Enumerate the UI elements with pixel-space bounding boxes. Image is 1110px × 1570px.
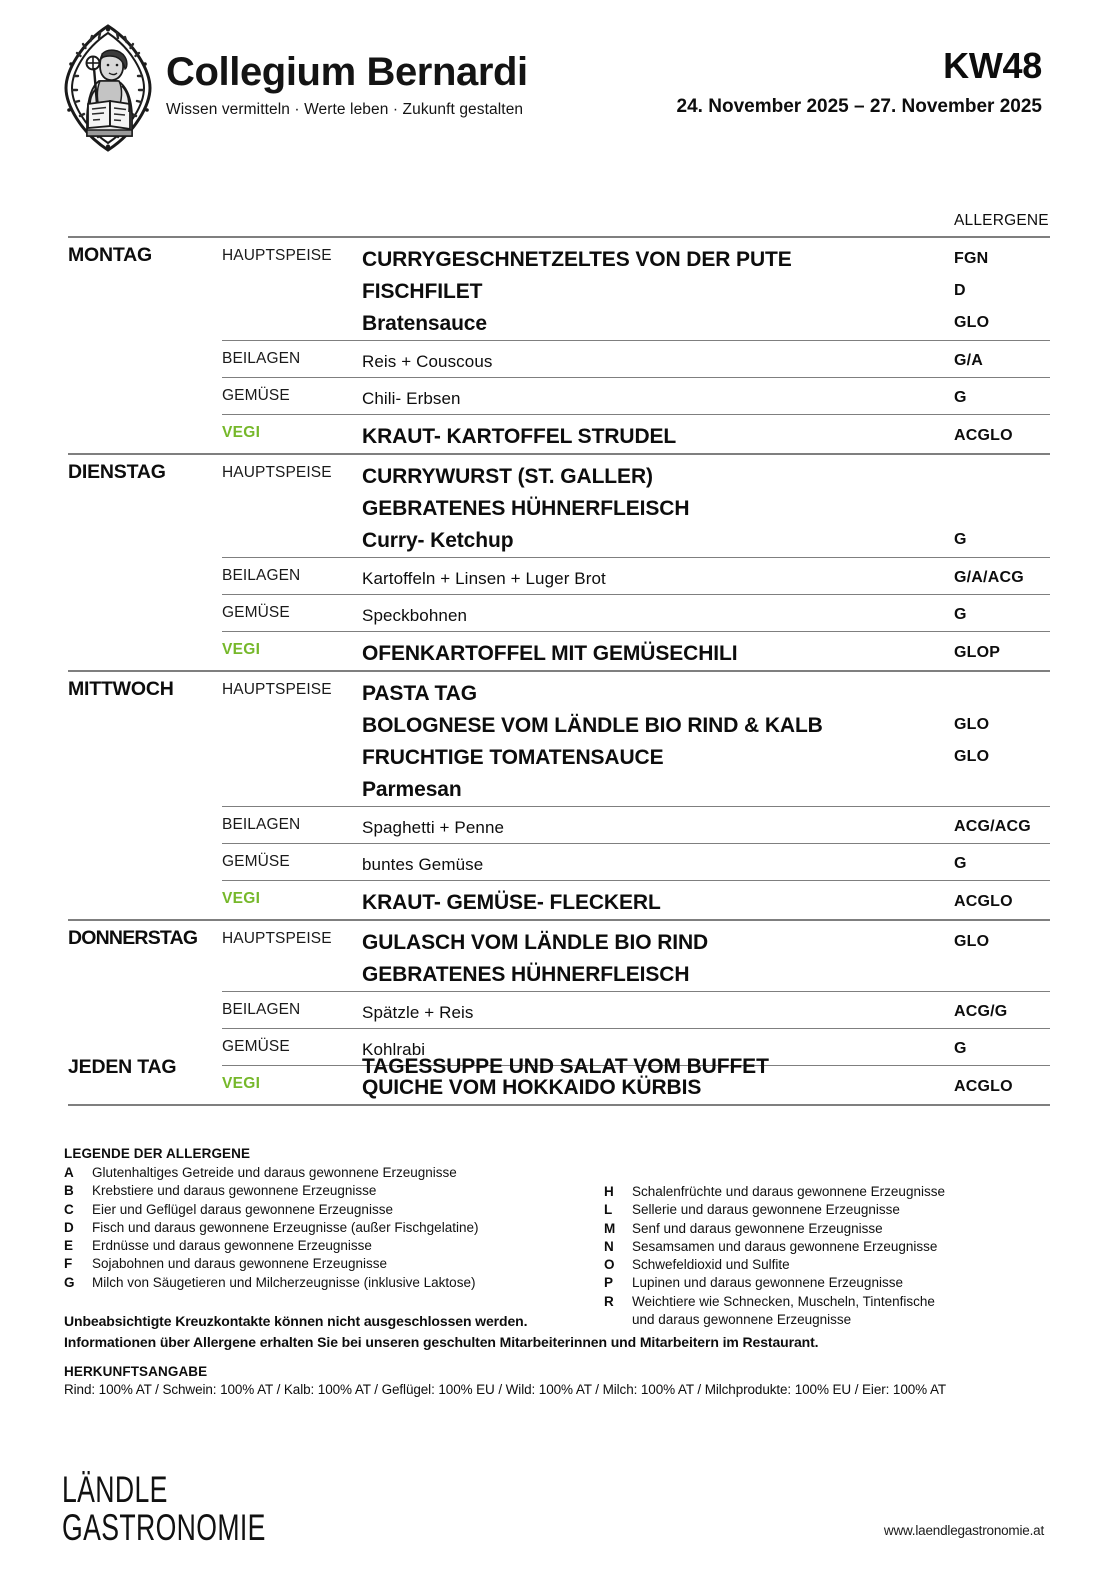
legend-key: L [604,1202,613,1218]
allergen-code: ACGLO [954,427,1013,444]
dish-name: Curry- Ketchup [362,529,514,552]
menu-row [222,594,1050,631]
legend-description [92,1237,372,1255]
allergen-code: ACGLO [954,1078,1013,1095]
legend-description [632,1256,790,1274]
category-label: BEILAGEN [222,816,301,833]
everyday-label: JEDEN TAG [68,1056,177,1078]
allergen-code [954,773,1050,805]
dish-list [362,558,954,594]
collegium-bernardi-seal-icon [62,24,154,152]
legend-description-text: Schwefeldioxid und Sulfite [632,1257,790,1273]
allergen-codes [954,595,1050,630]
legend-key: E [64,1238,74,1254]
vegi-label: VEGI [222,424,261,441]
dish-name: BOLOGNESE VOM LÄNDLE BIO RIND & KALB [362,714,823,737]
page-footer [0,1465,1110,1570]
allergen-code [954,492,1050,524]
allergene-header-label: ALLERGENE [954,212,1049,229]
dish-name: Chili- Erbsen [362,389,461,408]
allergen-code: GLO [954,716,990,733]
origin-text: Rind: 100% AT / Schwein: 100% AT / Kalb: 100% AT / Geflügel: 100% EU / Wild: 100% AT / Milch: 100% AT / Milchprodukte: 100% EU / Eier: 100% AT [64,1382,947,1397]
menu-row [222,991,1050,1028]
allergen-code [954,677,1050,709]
dish-name: Speckbohnen [362,606,468,625]
category-label: GEMÜSE [222,387,290,404]
dish-name: Kartoffeln + Linsen + Luger Brot [362,569,606,588]
legend-item [604,1238,1050,1256]
day-label: MONTAG [68,244,153,266]
allergen-code: GLO [954,933,990,950]
dish-list [362,844,954,880]
calendar-week-title: KW48 [943,45,1042,86]
dish-list [362,992,954,1028]
allergen-code: G [954,606,967,623]
category-label: HAUPTSPEISE [222,247,332,264]
dish-name: FISCHFILET [362,280,483,303]
allergen-code: ACGLO [954,893,1013,910]
allergen-code: G [954,531,967,548]
category-label: HAUPTSPEISE [222,464,332,481]
weekly-menu-table [68,210,1050,1106]
menu-row [222,377,1050,414]
dish-name: CURRYGESCHNETZELTES VON DER PUTE [362,248,792,271]
allergen-info-note: Informationen über Allergene erhalten Sie bei unseren geschulten Mitarbeiterinnen und Mitarbeitern im Restaurant. [64,1334,819,1350]
menu-row [68,238,1050,340]
legend-key: H [604,1184,614,1199]
allergen-legend-right-column [604,1164,1050,1329]
dish-name: Bratensauce [362,312,487,335]
dish-list [362,921,954,991]
legend-description-text: Sellerie und daraus gewonnene Erzeugnisse [632,1202,900,1218]
legend-item [64,1219,604,1237]
allergen-code: D [954,282,966,299]
allergen-codes [954,921,1050,990]
dish-list [362,672,954,806]
category-label: GEMÜSE [222,853,290,870]
legend-key: P [604,1275,614,1291]
category-label: BEILAGEN [222,1001,301,1018]
category-label: BEILAGEN [222,567,301,584]
legend-description [92,1255,387,1273]
legend-description [92,1201,393,1219]
legend-key: B [64,1183,74,1199]
allergen-codes [954,632,1050,669]
legend-item [604,1274,1050,1292]
vegi-label: VEGI [222,1075,261,1092]
page-header [0,0,1110,175]
legend-item [604,1220,1050,1238]
allergen-legend-left-column [64,1164,604,1329]
legend-description-text: Erdnüsse und daraus gewonnene Erzeugnisse [92,1238,372,1254]
vegi-label: VEGI [222,641,261,658]
dish-name: Parmesan [362,778,462,801]
menu-day-block [68,670,1050,919]
allergen-legend [64,1146,1050,1329]
allergen-codes [954,807,1050,842]
allergen-legend-title: LEGENDE DER ALLERGENE [64,1146,251,1161]
allergen-codes [954,238,1050,339]
menu-day-block [68,453,1050,670]
allergen-codes [954,378,1050,413]
menu-row [222,414,1050,453]
dish-name: buntes Gemüse [362,855,484,874]
allergen-codes [954,558,1050,593]
legend-key: N [604,1238,614,1254]
legend-item [64,1237,604,1255]
allergen-codes [954,881,1050,918]
legend-description [632,1201,900,1219]
allergen-codes [954,415,1050,452]
legend-key: O [604,1257,615,1273]
dish-list [362,238,954,340]
allergen-code: FGN [954,250,989,267]
legend-description-text: Sesamsamen und daraus gewonnene Erzeugnisse [632,1238,938,1254]
day-label: DONNERSTAG [68,927,198,949]
allergen-codes [954,672,1050,805]
legend-description [92,1164,457,1182]
allergen-code [954,460,1050,492]
dish-list [362,881,954,919]
menu-row [222,631,1050,670]
menu-day-block [68,236,1050,453]
allergen-code: ACG/G [954,1003,1008,1020]
allergen-code: ACG/ACG [954,818,1031,835]
brand-text-block [166,49,528,125]
dish-name: OFENKARTOFFEL MIT GEMÜSECHILI [362,642,738,665]
allergen-codes [954,341,1050,376]
dish-list [362,595,954,631]
menu-row [222,843,1050,880]
legend-item [64,1274,604,1292]
allergen-code: GLO [954,748,990,765]
legend-item [604,1256,1050,1274]
dish-list [362,341,954,377]
dish-name: GEBRATENES HÜHNERFLEISCH [362,963,690,986]
legend-key: A [64,1165,74,1180]
footer-notes [64,1311,1050,1397]
allergene-column-header [68,210,1050,236]
menu-row [222,806,1050,843]
dish-name: CURRYWURST (ST. GALLER) [362,465,653,488]
dish-name: FRUCHTIGE TOMATENSAUCE [362,746,664,769]
legend-description [92,1274,475,1292]
allergen-codes [954,455,1050,556]
website-url[interactable]: www.laendlegastronomie.at [883,1523,1044,1538]
allergen-codes [954,992,1050,1027]
legend-description-text: Eier und Geflügel daraus gewonnene Erzeugnisse [92,1201,393,1217]
dish-list [362,807,954,843]
cross-contact-note: Unbeabsichtigte Kreuzkontakte können nicht ausgeschlossen werden. [64,1313,528,1329]
dish-list [362,378,954,414]
allergen-code: GLO [954,314,990,331]
laendle-gastronomie-logo [62,1471,266,1547]
dish-name: GULASCH VOM LÄNDLE BIO RIND [362,931,709,954]
menu-row [68,455,1050,557]
allergen-code: G/A/ACG [954,569,1024,586]
legend-item [604,1201,1050,1219]
legend-description-text: Weichtiere wie Schnecken, Muscheln, Tintenfische [632,1293,935,1309]
menu-days-container [68,236,1050,1106]
menu-row [222,340,1050,377]
dish-name: GEBRATENES HÜHNERFLEISCH [362,497,690,520]
legend-key: M [604,1220,616,1236]
menu-row [222,880,1050,919]
category-label: BEILAGEN [222,350,301,367]
legend-description-text: Schalenfrüchte und daraus gewonnene Erzeugnisse [632,1184,945,1199]
week-info [676,45,1042,118]
laendle-logo-line1: LÄNDLE [62,1469,168,1510]
legend-key: C [64,1201,74,1217]
date-range: 24. November 2025 – 27. November 2025 [676,96,1042,117]
legend-key: F [64,1256,73,1272]
category-label: HAUPTSPEISE [222,681,332,698]
laendle-logo-line2: GASTRONOMIE [62,1507,266,1548]
legend-description [632,1274,903,1292]
dish-name: Kohlrabi [362,1040,426,1059]
category-label: GEMÜSE [222,1038,290,1055]
legend-description [632,1183,945,1201]
allergen-codes [954,844,1050,879]
allergen-code: G [954,1040,967,1057]
allergen-legend-columns [64,1164,1050,1329]
dish-name: PASTA TAG [362,682,477,705]
legend-item [64,1182,604,1200]
legend-key: D [64,1219,74,1235]
allergen-code: G/A [954,352,984,369]
dish-name: QUICHE VOM HOKKAIDO KÜRBIS [362,1076,702,1099]
legend-description [92,1219,478,1237]
everyday-text: TAGESSUPPE UND SALAT VOM BUFFET [362,1055,769,1078]
dish-name: Spätzle + Reis [362,1003,474,1022]
legend-description-text: Milch von Säugetieren und Milcherzeugnisse (inklusive Laktose) [92,1274,476,1290]
dish-name: Reis + Couscous [362,352,493,371]
everyday-offer [68,1055,1050,1079]
menu-row [68,921,1050,991]
day-label: DIENSTAG [68,461,166,483]
dish-name: Spaghetti + Penne [362,818,505,837]
dish-list [362,455,954,557]
menu-row [222,557,1050,594]
legend-key: R [604,1293,614,1309]
legend-description-text: Lupinen und daraus gewonnene Erzeugnisse [632,1275,903,1291]
allergen-code [954,958,1050,990]
legend-item [64,1255,604,1273]
dish-list [362,415,954,453]
menu-row [68,672,1050,806]
dish-list [362,632,954,670]
brand-lockup [62,24,528,152]
legend-key: G [64,1274,75,1290]
legend-item [604,1183,1050,1201]
day-label: MITTWOCH [68,678,174,700]
dish-name: KRAUT- KARTOFFEL STRUDEL [362,425,677,448]
legend-description-text: Glutenhaltiges Getreide und daraus gewonnene Erzeugnisse [92,1165,457,1180]
legend-item [64,1201,604,1219]
vegi-label: VEGI [222,890,261,907]
dish-name: KRAUT- GEMÜSE- FLECKERL [362,891,661,914]
allergen-code: G [954,389,967,406]
legend-description-continued: und daraus gewonnene Erzeugnisse [632,1312,852,1328]
category-label: HAUPTSPEISE [222,930,332,947]
category-label: GEMÜSE [222,604,290,621]
legend-description [92,1182,376,1200]
legend-description-text: Krebstiere und daraus gewonnene Erzeugnisse [92,1183,377,1199]
legend-description-text: Fisch und daraus gewonnene Erzeugnisse (außer Fischgelatine) [92,1219,479,1235]
legend-description-text: Sojabohnen und daraus gewonnene Erzeugnisse [92,1256,387,1272]
allergen-code: G [954,855,967,872]
legend-description-text: Senf und daraus gewonnene Erzeugnisse [632,1220,883,1236]
legend-description [632,1238,937,1256]
origin-title: HERKUNFTSANGABE [64,1364,208,1379]
brand-tagline: Wissen vermitteln · Werte leben · Zukunft gestalten [166,100,524,118]
legend-item [64,1164,604,1182]
brand-name: Collegium Bernardi [166,49,528,94]
allergen-code: GLOP [954,644,1001,661]
legend-description [632,1220,883,1238]
